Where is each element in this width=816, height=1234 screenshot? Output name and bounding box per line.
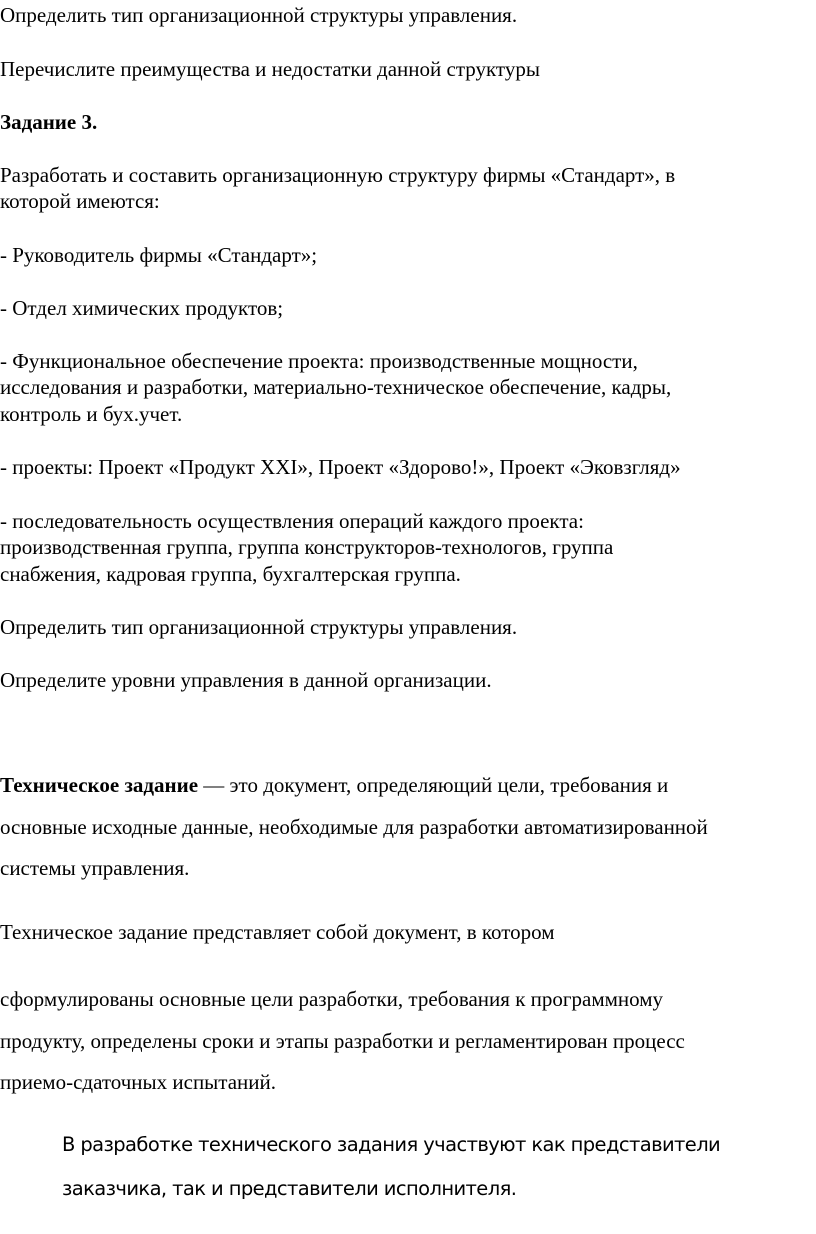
text-line: продукту, определены сроки и этапы разработки и регламентирован процесс [0, 1029, 685, 1053]
definition-text: — это документ, определяющий цели, требования и [198, 773, 669, 797]
text-line: системы управления. [0, 856, 190, 880]
definition-line [0, 770, 668, 800]
text-line: Определить тип организационной структуры управления. [0, 615, 518, 639]
text-line: Разработать и составить организационную структуру фирмы «Стандарт», в [0, 163, 676, 187]
text-line: приемо-сдаточных испытаний. [0, 1070, 277, 1094]
text-line: Перечислите преимущества и недостатки данной структуры [0, 57, 540, 81]
term-bold: Техническое задание [0, 773, 199, 797]
list-item: - проекты: Проект «Продукт XXI», Проект «Здорово!», Проект «Эковзгляд» [0, 455, 681, 479]
text-line: заказчика, так и представители исполнителя. [62, 1177, 517, 1200]
text-line: Техническое задание представляет собой документ, в котором [0, 920, 555, 944]
text-line: снабжения, кадровая группа, бухгалтерская группа. [0, 562, 461, 586]
list-item: - последовательность осуществления операций каждого проекта: [0, 509, 584, 533]
text-line: Определить тип организационной структуры управления. [0, 3, 518, 27]
task-heading: Задание 3. [0, 110, 98, 134]
text-line: производственная группа, группа конструкторов-технологов, группа [0, 535, 614, 559]
text-line: Определите уровни управления в данной организации. [0, 668, 492, 692]
text-line: исследования и разработки, материально-техническое обеспечение, кадры, [0, 375, 672, 399]
text-line: сформулированы основные цели разработки, требования к программному [0, 987, 664, 1011]
text-line: основные исходные данные, необходимые для разработки автоматизированной [0, 815, 708, 839]
list-item: - Руководитель фирмы «Стандарт»; [0, 243, 318, 267]
text-line: контроль и бух.учет. [0, 402, 183, 426]
text-line: В разработке технического задания участвуют как представители [62, 1133, 721, 1156]
list-item: - Функциональное обеспечение проекта: производственные мощности, [0, 349, 638, 373]
text-line: которой имеются: [0, 189, 160, 213]
list-item: - Отдел химических продуктов; [0, 296, 284, 320]
